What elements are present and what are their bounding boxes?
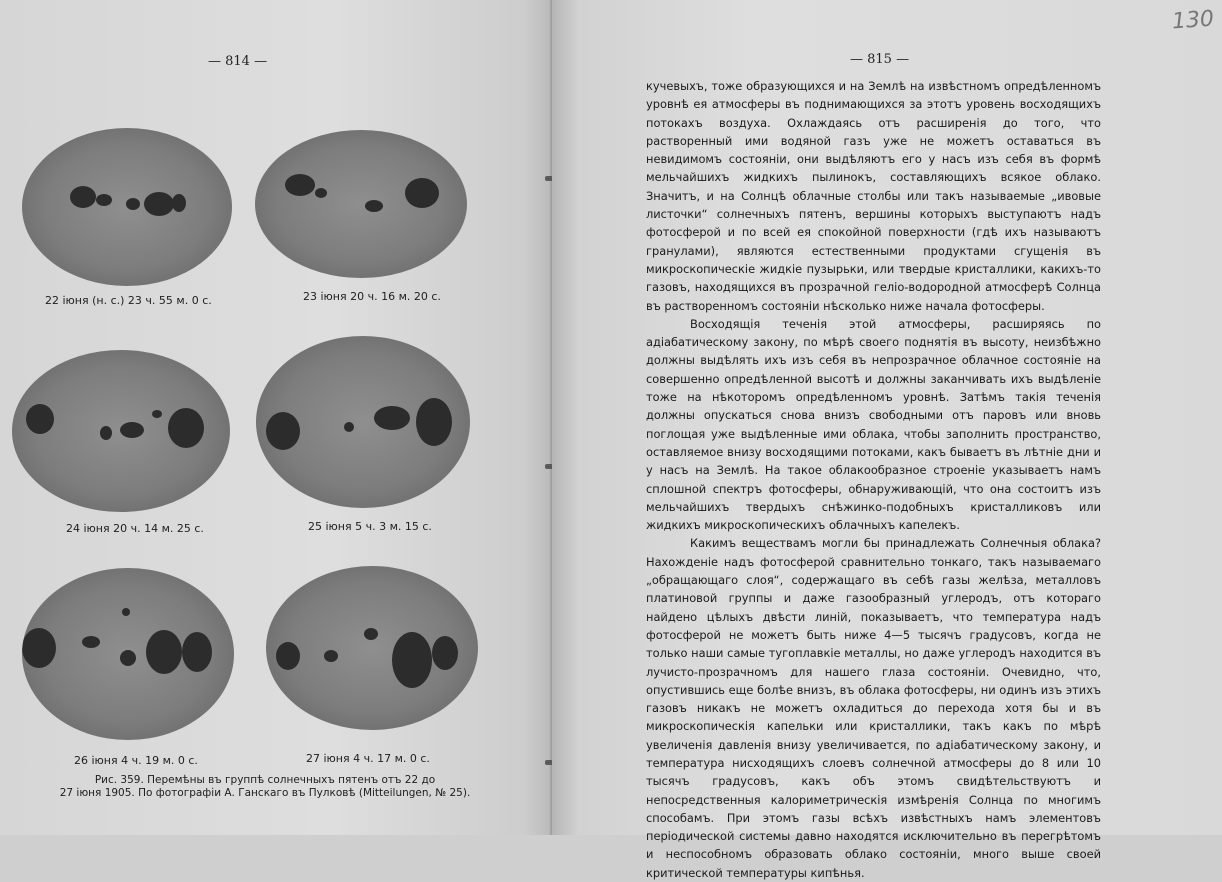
photo-6-caption: 27 іюня 4 ч. 17 м. 0 с.: [306, 752, 430, 765]
sunspot: [172, 194, 186, 212]
sun-photo-6: [266, 566, 478, 730]
photo-1-caption: 22 іюня (н. с.) 23 ч. 55 м. 0 с.: [45, 294, 212, 307]
photo-3-caption: 24 іюня 20 ч. 14 м. 25 с.: [66, 522, 204, 535]
sunspot: [70, 186, 96, 208]
sunspot: [344, 422, 354, 432]
sunspot: [364, 628, 378, 640]
sunspot: [122, 608, 130, 616]
sunspot: [416, 398, 452, 446]
sunspot: [100, 426, 112, 440]
sunspot: [126, 198, 140, 210]
left-page: [0, 0, 552, 835]
sunspot: [315, 188, 327, 198]
paragraph-1: кучевыхъ, тоже образующихся и на Землѣ на извѣстномъ опредѣленномъ уровнѣ ея атмосферы въ поднимающихся за этотъ уровень восходящихъ потокахъ воздуха. Охлаждаясь отъ расширенія до того, что растворенный ими водяной газъ уже не можетъ оставаться въ невидимомъ состояніи, они выдѣляютъ его у насъ изъ себя въ формѣ мельчайшихъ жидкихъ пылинокъ, составляющихъ всякое облако. Значитъ, и на Солнцѣ облачные столбы или такъ называемые „ивовые листочки“ солнечныхъ пятенъ, вершины которыхъ выступаютъ надъ фотосферой и по всей ея спокойной поверхности (гдѣ ихъ называютъ гранулами), являются естественными продуктами сгущенія въ микроскопическіе жидкіе пузырьки, или твердые кристаллики, какихъ-то газовъ, находящихся въ прозрачной геліо-водородной атмосферѣ Солнца въ растворенномъ состояніи нѣсколько ниже начала фотосферы.: [646, 79, 1101, 313]
handwritten-page-number: 130: [1171, 6, 1215, 35]
photo-5-caption: 26 іюня 4 ч. 19 м. 0 с.: [74, 754, 198, 767]
page-number-right: — 815 —: [850, 52, 910, 67]
sun-photo-4: [256, 336, 470, 508]
sunspot: [26, 404, 54, 434]
sunspot: [405, 178, 439, 208]
sun-photo-1: [22, 128, 232, 286]
sunspot: [22, 628, 56, 668]
sunspot: [324, 650, 338, 662]
sun-photo-2: [255, 130, 467, 278]
figure-caption: [30, 774, 500, 800]
sunspot: [276, 642, 300, 670]
body-text: [646, 77, 1101, 882]
sunspot: [152, 410, 162, 418]
sunspot: [168, 408, 204, 448]
sunspot: [120, 650, 136, 666]
photo-2-caption: 23 іюня 20 ч. 16 м. 20 с.: [303, 290, 441, 303]
photo-4-caption: 25 іюня 5 ч. 3 м. 15 с.: [308, 520, 432, 533]
sunspot: [82, 636, 100, 648]
sunspot: [144, 192, 174, 216]
sunspot: [266, 412, 300, 450]
sunspot: [285, 174, 315, 196]
page-number-left: — 814 —: [208, 54, 268, 69]
figure-caption-line-1: Рис. 359. Перемѣны въ группѣ солнечныхъ пятенъ отъ 22 до: [94, 774, 436, 786]
paragraph-2: Восходящія теченія этой атмосферы, расширяясь по адіабатическому закону, по мѣрѣ своего поднятія въ высоту, неизбѣжно должны выдѣлять ихъ изъ себя въ непрозрачное облачное состояніе на совершенно опредѣленной высотѣ и должны заканчивать ихъ выдѣленіе тоже на нѣкоторомъ опредѣленномъ уровнѣ. Затѣмъ такія теченія должны опускаться снова внизъ свободными отъ паровъ или вновь поглощая уже выдѣленные ими облака, чтобы заполнить пространство, оставляемое внизу восходящими потоками, какъ бываетъ въ лѣтніе дни и у насъ на Землѣ. На такое облакообразное строеніе указываетъ намъ сплошной спектръ фотосферы, обнаруживающій, что она состоитъ изъ мельчайшихъ твердыхъ снѣжинко-подобныхъ кристалликовъ или жидкихъ микроскопическихъ облачныхъ капелекъ.: [646, 316, 1101, 533]
sunspot: [96, 194, 112, 206]
sunspot: [182, 632, 212, 672]
sunspot: [432, 636, 458, 670]
figure-caption-line-2: 27 іюня 1905. По фотографіи А. Ганскаго въ Пулковѣ (Mitteilungen, № 25).: [59, 787, 471, 799]
sunspot: [365, 200, 383, 212]
sun-photo-5: [22, 568, 234, 740]
sunspot: [120, 422, 144, 438]
paragraph-3: Какимъ веществамъ могли бы принадлежать Солнечныя облака? Нахожденіе надъ фотосферой сравнительно тонкаго, такъ называемаго „обращающаго слоя“, содержащаго въ себѣ газы желѣза, металловъ платиновой группы и даже газообразный углеродъ, отъ котораго найдено цѣлыхъ двѣсти линій, показываетъ, что температура надъ фотосферой не можетъ быть ниже 4—5 тысячъ градусовъ, когда не только наши самые тугоплавкіе металлы, но даже углеродъ находится въ лучисто-прозрачномъ для нашего глаза состояніи. Очевидно, что, опустившись еще болѣе внизъ, въ облака фотосферы, ни одинъ изъ этихъ газовъ никакъ не можетъ охладиться до перехода хотя бы и въ микроскопическія капельки или кристаллики, такъ какъ по мѣрѣ увеличенія давленія внизу увеличивается, по адіабатическому закону, и температура нисходящихъ слоевъ солнечной атмосферы до 8 или 10 тысячъ градусовъ, какъ объ этомъ свидѣтельствуютъ и непосредственныя калориметрическія измѣренія Солнца по многимъ способамъ. При этомъ газы всѣхъ извѣстныхъ намъ элементовъ періодической системы давно находятся исключительно въ перегрѣтомъ и неспособномъ образовать облако состояніи, много выше своей критической температуры кипѣнья.: [646, 536, 1101, 880]
sunspot: [146, 630, 182, 674]
sunspot: [374, 406, 410, 430]
sun-photo-3: [12, 350, 230, 512]
sunspot: [392, 632, 432, 688]
